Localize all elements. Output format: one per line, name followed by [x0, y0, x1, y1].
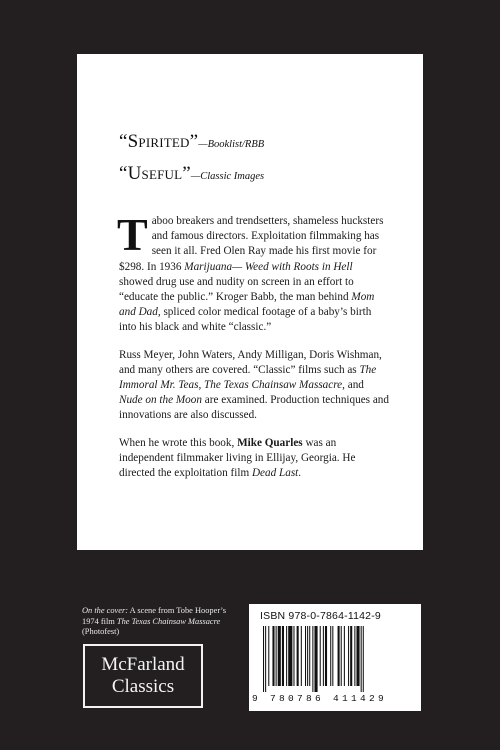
barcode-bar: [341, 626, 342, 686]
text-run: (Photofest): [82, 627, 120, 636]
isbn-label: ISBN 978-0-7864-1142-9: [260, 610, 381, 622]
barcode-bar: [282, 626, 284, 686]
text-run: are examined. Production techniques and innovations are also discussed.: [119, 394, 389, 422]
barcode-bar: [305, 626, 306, 686]
film-title: The Texas Chainsaw Massacre: [116, 616, 221, 626]
logo-line: McFarland: [101, 654, 185, 675]
film-title: Nude on the Moon: [119, 394, 202, 407]
publisher-logo: [83, 644, 203, 708]
cover-credit: [82, 606, 242, 638]
drop-cap: T: [117, 209, 148, 260]
review-quote: [119, 131, 264, 153]
barcode-bar: [350, 626, 352, 686]
quote-source: —Classic Images: [190, 171, 265, 182]
logo-line: Classics: [111, 676, 175, 697]
description: [117, 209, 389, 493]
barcode-bar: [330, 626, 331, 686]
barcode-bar: [361, 626, 362, 692]
barcode-bar: [348, 626, 349, 686]
text-run: showed drug use and nudity on screen in an effort to “educate the public.” Kroger Babb, the man behind: [119, 275, 354, 304]
barcode-panel: [249, 604, 421, 711]
barcode-bar: [332, 626, 333, 686]
quote-text: “Useful”: [119, 163, 191, 184]
film-title: Marijuana— Weed with Roots in Hell: [184, 260, 353, 273]
barcode-bar: [263, 626, 264, 692]
text-run: Russ Meyer, John Waters, Andy Milligan, Doris Wishman, and many others are covered. “Classic” films such as: [119, 348, 382, 376]
film-title: Dead Last: [251, 467, 299, 480]
film-title: Mom and Dad,: [119, 291, 375, 319]
barcode-bar: [338, 626, 340, 686]
text-run: A scene from Tobe Hooper’s 1974 film: [82, 606, 227, 626]
barcode-bar: [356, 626, 359, 686]
author-bio: [119, 436, 389, 482]
barcode-digits: 9 780786 411429: [252, 693, 388, 704]
back-cover-panel: [77, 54, 423, 550]
barcode-bar: [301, 626, 302, 686]
author-name: Mike Quarles: [237, 436, 303, 449]
barcode-bar: [272, 626, 274, 686]
text-run: .: [298, 467, 302, 480]
description-paragraph: [119, 348, 389, 424]
text-run: was an independent filmmaker living in Ellijay, Georgia. He directed the exploitation film: [119, 436, 356, 480]
text-run: spliced color medical footage of a baby’s birth into his black and white “classic.”: [119, 306, 372, 334]
barcode-bar: [268, 626, 269, 686]
cover-credit-label: On the cover:: [82, 606, 129, 615]
barcode-bar: [278, 626, 281, 686]
barcode-bar: [309, 626, 310, 686]
text-run: and: [344, 379, 364, 392]
barcode-bar: [312, 626, 313, 692]
barcode-bar: [323, 626, 324, 686]
barcode-bar: [265, 626, 266, 692]
barcode-bar: [314, 626, 317, 692]
barcode-bar: [293, 626, 294, 686]
barcode-bar: [297, 626, 299, 686]
barcode-bar: [344, 626, 345, 686]
barcode: [263, 626, 409, 692]
barcode-bar: [354, 626, 355, 686]
barcode-bar: [325, 626, 327, 686]
description-paragraph: [117, 209, 389, 336]
barcode-bar: [320, 626, 321, 686]
quote-text: “Spirited”: [119, 131, 199, 152]
text-run: aboo breakers and trendsetters, shameless hucksters and famous directors. Exploitation filmmaking has seen it all. Fred Olen Ray made his first movie for $298. In 1936: [119, 215, 384, 273]
barcode-bar: [286, 626, 287, 686]
barcode-bar: [276, 626, 277, 686]
text-run: When he wrote this book,: [119, 436, 238, 449]
quote-source: —Booklist/RBB: [198, 139, 265, 150]
barcode-bar: [288, 626, 292, 686]
barcode-bar: [363, 626, 364, 692]
film-title: The Immoral Mr. Teas, The Texas Chainsaw Massacre,: [119, 363, 377, 392]
barcode-bar: [307, 626, 308, 686]
review-quote: [119, 163, 264, 185]
